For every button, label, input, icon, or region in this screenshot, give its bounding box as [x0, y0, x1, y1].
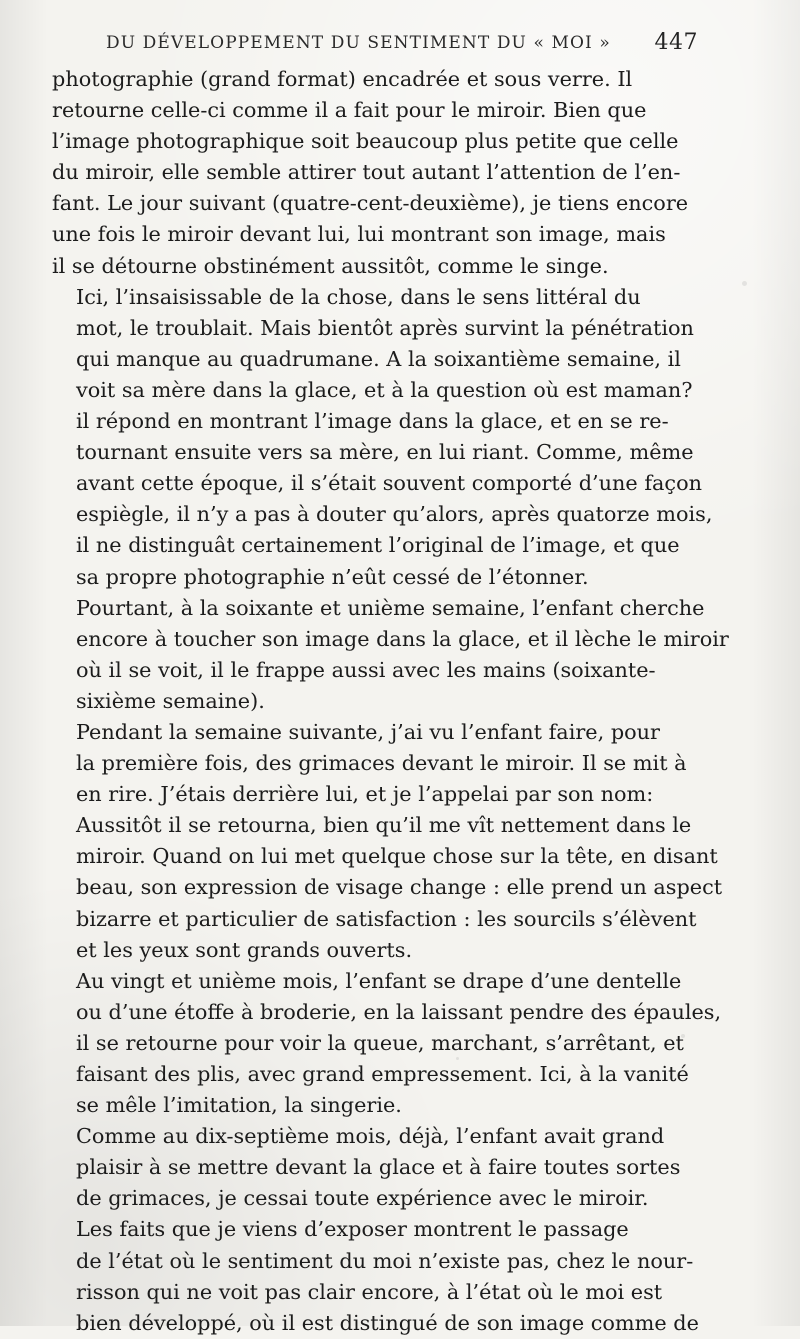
text-line: bien développé, où il est distingué de son image comme de — [76, 1310, 699, 1335]
text-line: l’image photographique soit beaucoup plus petite que celle — [52, 129, 679, 154]
text-line: qui manque au quadrumane. A la soixantième semaine, il — [76, 346, 681, 371]
paragraph-4 — [52, 717, 723, 966]
text-line: Comme au dix-septième mois, déjà, l’enfant avait grand — [76, 1124, 665, 1149]
text-line: se mêle l’imitation, la singerie. — [76, 1093, 402, 1118]
text-line: du miroir, elle semble attirer tout autant l’attention de l’en- — [52, 160, 681, 185]
text-line: fant. Le jour suivant (quatre-cent-deuxième), je tiens encore — [52, 191, 689, 216]
text-line: il ne distinguât certainement l’original de l’image, et que — [76, 533, 680, 558]
text-line: où il se voit, il le frappe aussi avec les mains (soixante- — [76, 657, 656, 682]
text-line: il se détourne obstinément aussitôt, comme le singe. — [52, 253, 609, 278]
paragraph-6 — [52, 1121, 702, 1214]
paragraph-1 — [52, 64, 702, 282]
text-line: photographie (grand format) encadrée et sous verre. Il — [52, 67, 633, 91]
text-line: et les yeux sont grands ouverts. — [76, 937, 413, 962]
text-line: tournant ensuite vers sa mère, en lui riant. Comme, même — [76, 440, 694, 465]
text-line: plaisir à se mettre devant la glace et à faire toutes sortes — [76, 1155, 681, 1180]
text-line: voit sa mère dans la glace, et à la question où est maman? — [76, 377, 693, 402]
text-line: avant cette époque, il s’était souvent comporté d’une façon — [76, 471, 702, 496]
paragraph-2 — [52, 282, 713, 593]
text-line: Aussitôt il se retourna, bien qu’il me vît nettement dans le — [76, 813, 692, 838]
text-line: il se retourne pour voir la queue, marchant, s’arrêtant, et — [76, 1030, 684, 1055]
paragraph-5 — [52, 966, 722, 1121]
text-line: la première fois, des grimaces devant le miroir. Il se mit à — [76, 751, 687, 776]
text-line: encore à toucher son image dans la glace, et il lèche le miroir — [76, 626, 729, 651]
running-head: DU DÉVELOPPEMENT DU SENTIMENT DU « MOI » — [106, 33, 611, 53]
text-line: retourne celle-ci comme il a fait pour le miroir. Bien que — [52, 98, 647, 123]
body-text — [52, 64, 729, 1339]
text-line: bizarre et particulier de satisfaction : les sourcils s’élèvent — [76, 906, 697, 931]
text-line: sa propre photographie n’eût cessé de l’étonner. — [76, 564, 589, 589]
text-line: beau, son expression de visage change : elle prend un aspect — [76, 875, 723, 900]
text-line: Les faits que je viens d’exposer montrent le passage — [76, 1217, 629, 1242]
text-line: en rire. J’étais derrière lui, et je l’appelai par son nom: — [76, 782, 654, 807]
page-number: 447 — [654, 30, 698, 55]
text-line: ou d’une étoffe à broderie, en la laissant pendre des épaules, — [76, 999, 722, 1024]
text-line: il répond en montrant l’image dans la glace, et en se re- — [76, 409, 669, 434]
text-line: Pendant la semaine suivante, j’ai vu l’enfant faire, pour — [76, 719, 660, 744]
text-line: espiègle, il n’y a pas à douter qu’alors, après quatorze mois, — [76, 502, 713, 527]
text-line: mot, le troublait. Mais bientôt après survint la pénétration — [76, 315, 694, 340]
text-line: faisant des plis, avec grand empressement. Ici, à la vanité — [76, 1062, 689, 1086]
text-line: Pourtant, à la soixante et unième semaine, l’enfant cherche — [76, 595, 705, 620]
paragraph-3 — [52, 593, 729, 717]
text-line: de l’état où le sentiment du moi n’existe pas, chez le nour- — [76, 1248, 694, 1273]
text-line: Au vingt et unième mois, l’enfant se drape d’une dentelle — [76, 968, 682, 993]
text-line: une fois le miroir devant lui, lui montrant son image, mais — [52, 222, 666, 247]
text-line: de grimaces, je cessai toute expérience avec le miroir. — [76, 1186, 649, 1211]
text-line: Ici, l’insaisissable de la chose, dans le sens littéral du — [76, 284, 641, 309]
ink-speck — [742, 281, 747, 286]
page-header — [106, 30, 698, 63]
text-line: miroir. Quand on lui met quelque chose sur la tête, en disant — [76, 844, 718, 869]
text-line: sixième semaine). — [76, 688, 265, 713]
paragraph-7 — [52, 1214, 702, 1338]
text-line: risson qui ne voit pas clair encore, à l’état où le moi est — [76, 1279, 663, 1304]
